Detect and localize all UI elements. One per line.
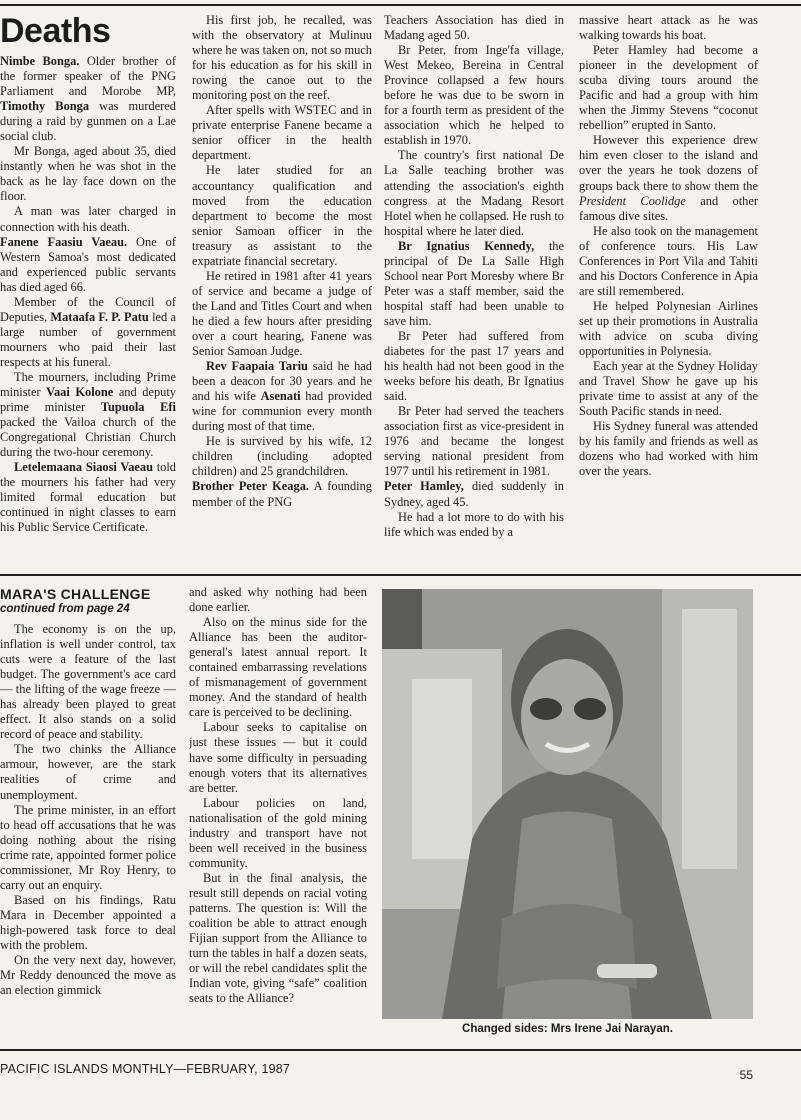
section-divider <box>0 574 801 576</box>
paragraph <box>189 796 367 871</box>
paragraph <box>192 479 372 509</box>
text-run: packed the Vailoa church of the Congregational Christian Church during the two-hour ceremony. <box>0 415 176 460</box>
text-run: Br Peter had served the teachers association first as vice-president in 1976 and became the longest serving national president from 1977 until his retirement in 1981. <box>384 404 564 479</box>
text-run: had provided wine for communion every month during most of that time. <box>192 389 372 434</box>
paragraph <box>192 269 372 359</box>
paragraph <box>0 54 176 144</box>
paragraph <box>384 479 564 509</box>
text-run: Also on the minus side for the Alliance has been the auditor-general's latest annual report. It contained embarrassing revelations of mismanagement of government money. And the standard of health care is perceived to be declining. <box>189 615 367 720</box>
bold-name: Mataafa F. P. Patu <box>50 309 149 324</box>
paragraph <box>579 13 758 43</box>
footer-rule <box>0 1049 801 1051</box>
paragraph <box>189 585 367 615</box>
paragraph <box>384 329 564 404</box>
bold-name: Fanene Faasiu Vaeau. <box>0 234 128 249</box>
text-run: Peter Hamley had become a pioneer in the development of scuba diving tours around the Pacific and had a group with him when the Jimmy Stevens “coconut rebellion” erupted in Santo. <box>579 43 758 133</box>
text-run: Br Peter, from Inge'fa village, West Mekeo, Bereina in Central Province collapsed a few hours before he was due to be sworn in for a fourth term as president of the association which he helped to establish in 1970. <box>384 43 564 148</box>
top-rule <box>0 4 801 6</box>
paragraph <box>189 615 367 720</box>
deaths-column-2 <box>192 13 372 571</box>
bold-name: Brother Peter Keaga. <box>192 479 309 494</box>
text-run: and deputy prime minister <box>0 385 176 415</box>
paragraph <box>384 43 564 148</box>
text-run: The prime minister, in an effort to head off accusations that he was doing nothing about the rising crime rate, appointed former police commissioner, Mr Roy Henry, to carry out an enquiry. <box>0 802 176 892</box>
paragraph <box>0 295 176 370</box>
text-run: He helped Polynesian Airlines set up their promotions in Australia with advice on scuba diving opportunities in Polynesia. <box>579 298 758 359</box>
text-run: The economy is on the up, inflation is well under control, tax cuts were a feature of the last budget. The government's ace card — the lifting of the wage freeze — has already been played to great effect. It also stands on a solid record of peace and stability. <box>0 622 176 742</box>
paragraph <box>0 742 176 802</box>
challenge-col2-body <box>189 585 367 1006</box>
paragraph <box>0 235 176 295</box>
paragraph <box>0 144 176 204</box>
paragraph <box>0 953 176 998</box>
paragraph <box>579 43 758 133</box>
text-run: Br Peter had suffered from diabetes for the past 17 years and his health had not been good in the weeks before his death, Br Ignatius said. <box>384 328 564 404</box>
text-run: However this experience drew him even closer to the island and over the years he took dozens of groups back there to show them the <box>579 133 758 193</box>
deaths-column-4 <box>579 13 758 571</box>
paragraph <box>384 404 564 479</box>
paragraph <box>579 133 758 223</box>
paragraph <box>0 460 176 535</box>
text-run: The mourners, including Prime minister <box>0 369 176 400</box>
text-run: Based on his findings, Ratu Mara in December appointed a high-powered task force to deal with the problem. <box>0 892 176 952</box>
text-run: told the mourners his father had very limited formal education but continued in night classes to earn his Public Service Certificate. <box>0 460 176 535</box>
challenge-column-2 <box>189 585 367 1037</box>
deaths-col4-body <box>579 13 758 479</box>
deaths-col2-body <box>192 13 372 510</box>
text-run: massive heart attack as he was walking towards his boat. <box>579 13 758 43</box>
text-run: He had a lot more to do with his life which was ended by a <box>384 509 564 539</box>
text-run: His first job, he recalled, was with the observatory at Mulinuu where he was taken on, not so much for his education as for his skill in rowing the canoe out to the monitoring post on the reef. <box>192 13 372 103</box>
deaths-column-1 <box>0 14 176 570</box>
paragraph <box>192 434 372 479</box>
challenge-col1-body <box>0 622 176 998</box>
paragraph <box>192 103 372 163</box>
text-run: On the very next day, however, Mr Reddy denounced the move as an election gimmick <box>0 953 176 998</box>
challenge-column-1 <box>0 586 176 1034</box>
text-run: A man was later charged in connection with his death. <box>0 204 176 234</box>
text-run: Mr Bonga, aged about 35, died instantly when he was shot in the back as he lay face down on the floor. <box>0 144 176 204</box>
text-run: the principal of De La Salle High School near Port Moresby where Br Peter was a staff member, said the hospital staff had been unable to save him. <box>384 238 564 328</box>
bold-name: Peter Hamley, <box>384 479 464 494</box>
paragraph <box>189 871 367 1006</box>
bold-name: Timothy Bonga <box>0 99 90 114</box>
text-run: said he had been a deacon for 30 years and he and his wife <box>192 359 372 404</box>
paragraph <box>192 359 372 434</box>
paragraph <box>189 720 367 795</box>
text-run: Teachers Association has died in Madang aged 50. <box>384 13 564 43</box>
paragraph <box>384 148 564 238</box>
footer-publication: PACIFIC ISLANDS MONTHLY—FEBRUARY, 1987 <box>0 1062 291 1076</box>
text-run: led a large number of government mourners who paid their last respects at his funeral. <box>0 309 176 369</box>
deaths-col3-body <box>384 13 564 540</box>
text-run: died suddenly in Sydney, aged 45. <box>384 479 564 509</box>
photo-caption: Changed sides: Mrs Irene Jai Narayan. <box>462 1023 673 1035</box>
paragraph <box>579 299 758 359</box>
bold-name: Letelemaana Siaosi Vaeau <box>14 460 153 475</box>
text-run: A founding member of the PNG <box>192 479 372 509</box>
bold-name: Tupuola Efi <box>100 400 176 415</box>
text-run: One of Western Samoa's most dedicated and experienced public servants has died aged 66. <box>0 234 176 294</box>
text-run: Each year at the Sydney Holiday and Travel Show he gave up his private time to assist at any of the South Pacific stands in need. <box>579 359 758 419</box>
paragraph <box>0 893 176 953</box>
text-run: was murdered during a raid by gunmen on a Lae social club. <box>0 99 176 144</box>
paragraph <box>0 803 176 893</box>
text-run: and asked why nothing had been done earlier. <box>189 585 367 615</box>
text-run: The two chinks the Alliance armour, however, are the stark realities of crime and unemployment. <box>0 742 176 802</box>
text-run: Older brother of the former speaker of the PNG Parliament and Morobe MP, <box>0 54 176 99</box>
text-run: He retired in 1981 after 41 years of service and became a judge of the Land and Titles Court and when he died a few hours after presiding over a court hearing, Fanene was Senior Samoan Judge. <box>192 268 372 359</box>
page-number: 55 <box>739 1068 753 1082</box>
paragraph <box>384 510 564 540</box>
portrait-illustration <box>382 589 753 1019</box>
text-run: His Sydney funeral was attended by his family and friends as well as dozens who had worked with him over the years. <box>579 419 758 479</box>
text-run: and other famous dive sites. <box>579 193 758 223</box>
paragraph <box>192 163 372 268</box>
paragraph <box>192 13 372 103</box>
bold-name: Br Ignatius Kennedy, <box>398 238 535 253</box>
paragraph <box>579 419 758 479</box>
paragraph <box>384 239 564 329</box>
deaths-column-3 <box>384 13 564 571</box>
portrait-photo <box>382 589 753 1019</box>
paragraph <box>384 13 564 43</box>
text-run: After spells with WSTEC and in private enterprise Fanene became a senior officer in the health department. <box>192 103 372 163</box>
challenge-title: MARA'S CHALLENGE <box>0 586 151 602</box>
italic-text: President Coolidge <box>579 193 686 208</box>
text-run: But in the final analysis, the result still depends on racial voting patterns. The question is: Will the coalition be able to attract enough Fijian support from the Alliance to turn the tables in half a dozen seats, or will the rebel candidates split the Indian vote, giving “safe” coalition seats to the Alliance? <box>189 870 367 1006</box>
text-run: Labour policies on land, nationalisation of the gold mining industry and transport have not been well received in the business community. <box>189 795 367 870</box>
paragraph <box>0 370 176 460</box>
paragraph <box>579 224 758 299</box>
bold-name: Nimbe Bonga. <box>0 54 80 68</box>
bold-name: Rev Faapaia Tariu <box>206 359 308 374</box>
deaths-heading: Deaths <box>0 14 111 50</box>
paragraph <box>0 204 176 234</box>
text-run: He later studied for an accountancy qualification and moved from the education department to become the most senior Samoan officer in the treasury as assistant to the expatriate financial secretary. <box>192 163 372 268</box>
paragraph <box>579 359 758 419</box>
challenge-subtitle: continued from page 24 <box>0 603 130 615</box>
text-run: The country's first national De La Salle teaching brother was attending the association's eighth congress at the Madang Resort Hotel when he collapsed. He rush to hospital where he later died. <box>384 148 564 238</box>
bold-name: Vaai Kolone <box>46 385 114 400</box>
text-run: He is survived by his wife, 12 children (including adopted children) and 25 grandchildren. <box>192 434 372 479</box>
deaths-col1-body <box>0 54 176 536</box>
text-run: He also took on the management of conference tours. His Law Conferences in Port Vila and Tahiti and his Doctors Conference in Apia are still remembered. <box>579 223 758 298</box>
bold-name: Asenati <box>260 389 301 404</box>
paragraph <box>0 622 176 742</box>
text-run: Member of the Council of Deputies, <box>0 294 176 324</box>
text-run: Labour seeks to capitalise on just these issues — but it could have some difficulty in persuading enough voters that its alternatives are better. <box>189 720 367 795</box>
